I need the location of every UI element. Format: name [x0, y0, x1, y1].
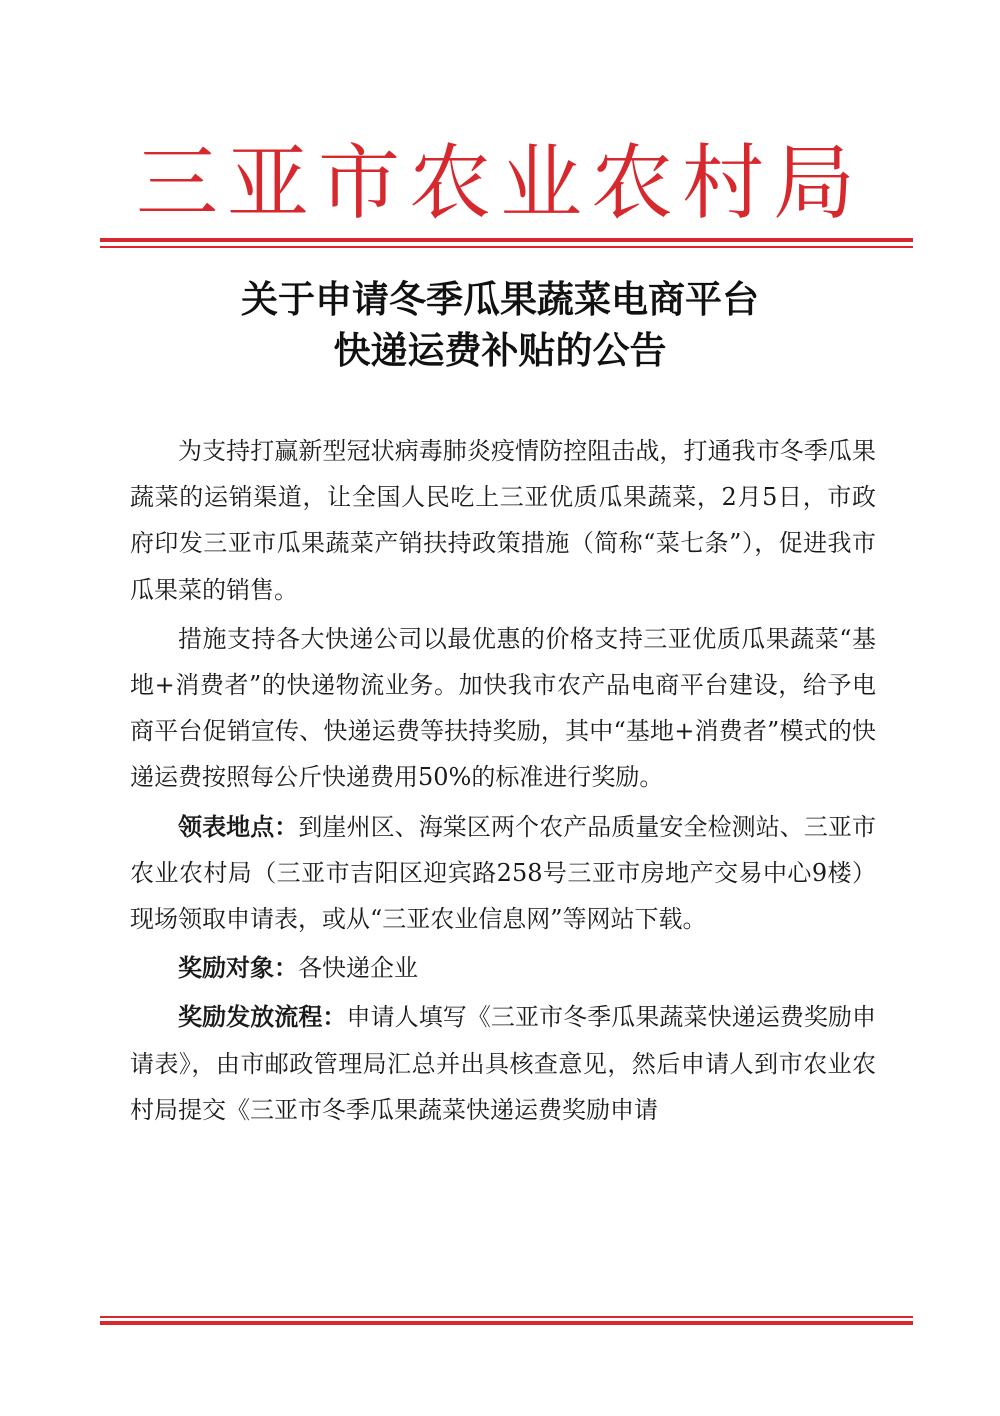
paragraph-reward-process [130, 994, 876, 1133]
document-body [130, 428, 876, 1136]
reward-target-label: 奖励对象： [178, 954, 298, 983]
paragraph-intro [130, 428, 876, 613]
paragraph-reward-target [130, 945, 876, 991]
form-location-text: 到崖州区、海棠区两个农产品质量安全检测站、三亚市农业农村局（三亚市吉阳区迎宾路258号三亚市房地产交易中心9楼）现场领取申请表，或从“三亚农业信息网”等网站下载。 [130, 812, 877, 934]
header-divider-thick [100, 238, 913, 242]
document-title-line-1: 关于申请冬季瓜果蔬菜电商平台 [241, 278, 759, 321]
document-title-line-2: 快递运费补贴的公告 [333, 329, 667, 372]
paragraph-form-location [130, 804, 876, 943]
paragraph-intro-text: 为支持打赢新型冠状病毒肺炎疫情防控阻击战，打通我市冬季瓜果蔬菜的运销渠道，让全国人民吃上三亚优质瓜果蔬菜，2月5日，市政府印发三亚市瓜果蔬菜产销扶持政策措施（简称“菜七条”），促进我市瓜果菜的销售。 [130, 437, 876, 604]
paragraph-measures-text: 措施支持各大快递公司以最优惠的价格支持三亚优质瓜果蔬菜“基地+消费者”的快递物流业务。加快我市农产品电商平台建设，给予电商平台促销宣传、快递运费等扶持奖励，其中“基地+消费者”模式的快递运费按照每公斤快递费用50%的标准进行奖励。 [130, 624, 876, 792]
reward-process-label: 奖励发放流程： [178, 1003, 347, 1032]
letterhead-org-name: 三亚市农业农村局 [135, 136, 864, 231]
footer-divider-thick [100, 1321, 913, 1325]
footer-divider-thin [100, 1316, 913, 1318]
paragraph-measures [130, 616, 876, 801]
reward-process-text: 申请人填写《三亚市冬季瓜果蔬菜快递运费奖励申请表》，由市邮政管理局汇总并出具核查意见，然后申请人到市农业农村局提交《三亚市冬季瓜果蔬菜快递运费奖励申请 [130, 1003, 876, 1124]
header-divider-thin [100, 246, 913, 248]
form-location-label: 领表地点： [178, 812, 299, 841]
reward-target-text: 各快递企业 [298, 954, 418, 983]
